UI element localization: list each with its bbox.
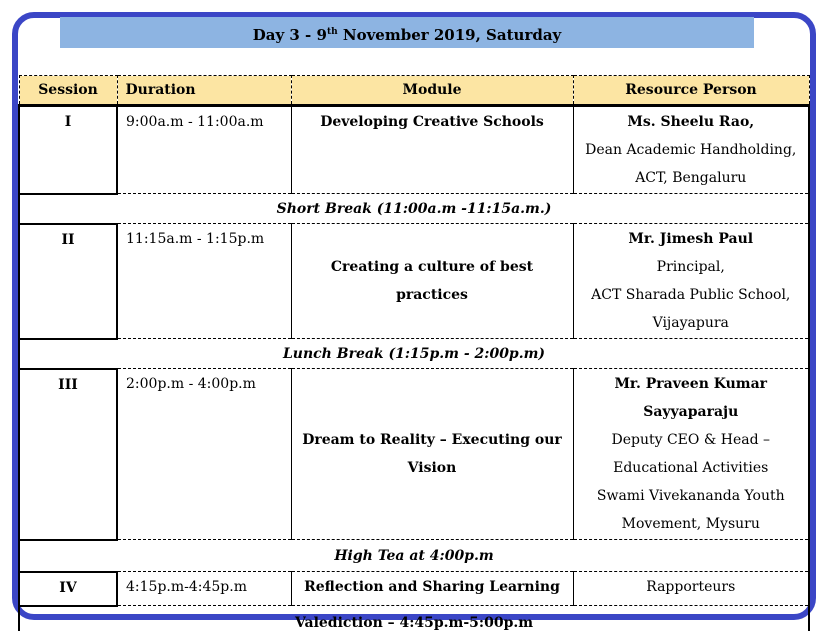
session-row-1	[19, 106, 809, 194]
break-row-lunch	[19, 339, 809, 369]
break-row-tea	[19, 540, 809, 572]
duration-cell: 11:15a.m - 1:15p.m	[117, 224, 291, 339]
session-row-4	[19, 572, 809, 606]
module-cell	[291, 224, 573, 339]
resource-cell	[573, 106, 809, 194]
valediction-label: Valediction – 4:45p.m-5:00p.m	[19, 606, 809, 631]
module-line: Reflection and Sharing Learning	[304, 579, 560, 595]
resource-cell	[573, 572, 809, 606]
resource-line: Vijayapura	[652, 315, 729, 331]
module-cell	[291, 572, 573, 606]
resource-line: Dean Academic Handholding,	[585, 142, 797, 158]
high-tea-label: High Tea at 4:00p.m	[19, 540, 809, 572]
header-row	[19, 76, 809, 106]
session-row-3	[19, 369, 809, 540]
module-cell	[291, 369, 573, 540]
col-header-module: Module	[291, 76, 573, 106]
col-header-resource: Resource Person	[573, 76, 809, 106]
resource-line: Mr. Praveen Kumar	[614, 376, 768, 392]
resource-line: Educational Activities	[613, 460, 769, 476]
session-row-2	[19, 224, 809, 339]
module-line: Creating a culture of best	[330, 259, 534, 275]
resource-line: ACT Sharada Public School,	[591, 287, 791, 303]
duration-cell: 4:15p.m-4:45p.m	[117, 572, 291, 606]
resource-line: Mr. Jimesh Paul	[628, 231, 754, 247]
module-line: Developing Creative Schools	[320, 114, 544, 130]
resource-cell	[573, 369, 809, 540]
resource-line: Sayyaparaju	[643, 404, 739, 420]
module-line: Dream to Reality – Executing our	[302, 432, 562, 448]
resource-line: ACT, Bengaluru	[635, 170, 747, 186]
resource-line: Rapporteurs	[646, 579, 736, 595]
title-rest: November 2019, Saturday	[337, 26, 562, 44]
title-bar	[60, 17, 754, 48]
short-break-label: Short Break (11:00a.m -11:15a.m.)	[19, 194, 809, 224]
valediction-row	[19, 606, 809, 631]
duration-cell: 9:00a.m - 11:00a.m	[117, 106, 291, 194]
col-header-duration: Duration	[117, 76, 291, 106]
resource-line: Swami Vivekananda Youth	[596, 488, 785, 504]
resource-line: Deputy CEO & Head –	[611, 432, 770, 448]
session-cell: IV	[19, 572, 117, 606]
title-ordinal: th	[326, 27, 338, 37]
module-line: Vision	[407, 460, 457, 476]
title-text: Day 3 - 9	[252, 26, 327, 44]
resource-cell	[573, 224, 809, 339]
duration-cell: 2:00p.m - 4:00p.m	[117, 369, 291, 540]
module-line: practices	[396, 287, 468, 303]
lunch-break-label: Lunch Break (1:15p.m - 2:00p.m)	[19, 339, 809, 369]
schedule-table	[18, 75, 810, 631]
session-cell: I	[19, 106, 117, 194]
session-cell: II	[19, 224, 117, 339]
resource-line: Principal,	[656, 259, 725, 275]
resource-line: Ms. Sheelu Rao,	[627, 114, 755, 130]
break-row-short	[19, 194, 809, 224]
module-cell	[291, 106, 573, 194]
resource-line: Movement, Mysuru	[621, 516, 760, 532]
session-cell: III	[19, 369, 117, 540]
col-header-session: Session	[19, 76, 117, 106]
